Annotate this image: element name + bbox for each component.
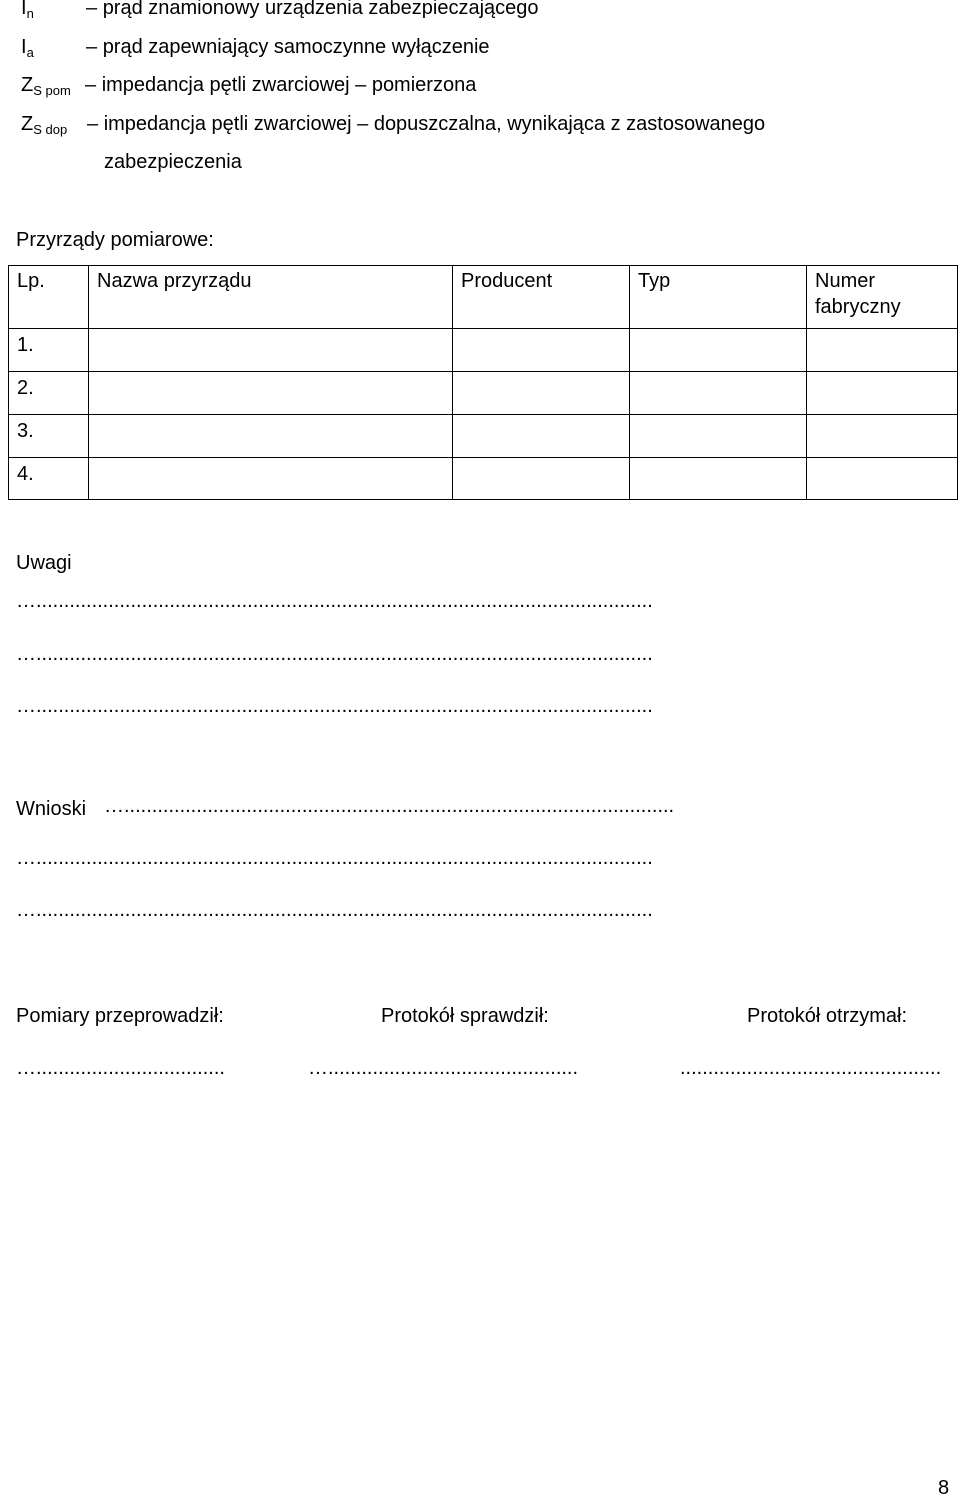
- column-header-producer: Producent: [453, 266, 630, 329]
- instruments-table: [8, 265, 958, 500]
- table-row: [9, 458, 958, 500]
- cell-producer[interactable]: [453, 329, 630, 372]
- legend-item-zs-pom: – impedancja pętli zwarciowej – pomierzona: [85, 74, 477, 96]
- instruments-heading: Przyrządy pomiarowe:: [16, 229, 214, 251]
- conclusions-label: Wnioski: [16, 798, 87, 820]
- cell-type[interactable]: [630, 329, 807, 372]
- cell-type[interactable]: [630, 415, 807, 458]
- cell-name[interactable]: [89, 372, 453, 415]
- column-header-lp: Lp.: [9, 266, 89, 329]
- cell-name[interactable]: [89, 458, 453, 500]
- remarks-line-1[interactable]: …...............................................................................................................: [16, 590, 653, 612]
- cell-producer[interactable]: [453, 415, 630, 458]
- legend-item-zs-dop: – impedancja pętli zwarciowej – dopuszczalna, wynikająca z zastosowanego: [87, 113, 766, 135]
- remarks-line-3[interactable]: …...............................................................................................................: [16, 695, 653, 717]
- cell-name[interactable]: [89, 329, 453, 372]
- legend-item-zs-dop-continuation: zabezpieczenia: [104, 151, 242, 173]
- cell-type[interactable]: [630, 372, 807, 415]
- remarks-label: Uwagi: [16, 552, 72, 574]
- symbol-ia: $I_a$: [21, 36, 34, 60]
- conclusions-line-3[interactable]: …...............................................................................................................: [16, 899, 653, 921]
- cell-lp: 2.: [9, 372, 89, 415]
- cell-lp: 4.: [9, 458, 89, 500]
- cell-serial[interactable]: [807, 372, 958, 415]
- page-number: 8: [938, 1477, 950, 1499]
- table-row: [9, 372, 958, 415]
- conclusions-line-2[interactable]: …...............................................................................................................: [16, 847, 653, 869]
- cell-type[interactable]: [630, 458, 807, 500]
- cell-serial[interactable]: [807, 458, 958, 500]
- cell-lp: 1.: [9, 329, 89, 372]
- cell-serial[interactable]: [807, 415, 958, 458]
- column-header-name: Nazwa przyrządu: [89, 266, 453, 329]
- table-header-row: [9, 266, 958, 329]
- cell-name[interactable]: [89, 415, 453, 458]
- conclusions-first-line[interactable]: …...................................................................................................: [104, 795, 675, 817]
- column-header-serial: Numer fabryczny: [807, 266, 958, 329]
- signature-label-received-by: Protokół otrzymał:: [747, 1005, 908, 1027]
- cell-producer[interactable]: [453, 372, 630, 415]
- signature-label-measured-by: Pomiary przeprowadził:: [16, 1005, 224, 1027]
- signature-label-checked-by: Protokół sprawdził:: [381, 1005, 549, 1027]
- cell-lp: 3.: [9, 415, 89, 458]
- signature-line-received-by[interactable]: ...............................................: [680, 1057, 942, 1079]
- cell-producer[interactable]: [453, 458, 630, 500]
- remarks-line-2[interactable]: …...............................................................................................................: [16, 643, 653, 665]
- symbol-zs-dop: $Z_{S dop}$: [21, 113, 68, 137]
- signature-line-measured-by[interactable]: …..................................: [16, 1057, 225, 1079]
- cell-serial[interactable]: [807, 329, 958, 372]
- signature-line-checked-by[interactable]: ….............................................: [308, 1057, 579, 1079]
- table-row: [9, 329, 958, 372]
- table-row: [9, 415, 958, 458]
- symbol-in: $I_n$: [21, 0, 34, 21]
- column-header-type: Typ: [630, 266, 807, 329]
- symbol-zs-pom: $Z_{S pom}$: [21, 74, 71, 98]
- legend-item-in: – prąd znamionowy urządzenia zabezpieczającego: [86, 0, 539, 19]
- legend-item-ia: – prąd zapewniający samoczynne wyłączenie: [86, 36, 490, 58]
